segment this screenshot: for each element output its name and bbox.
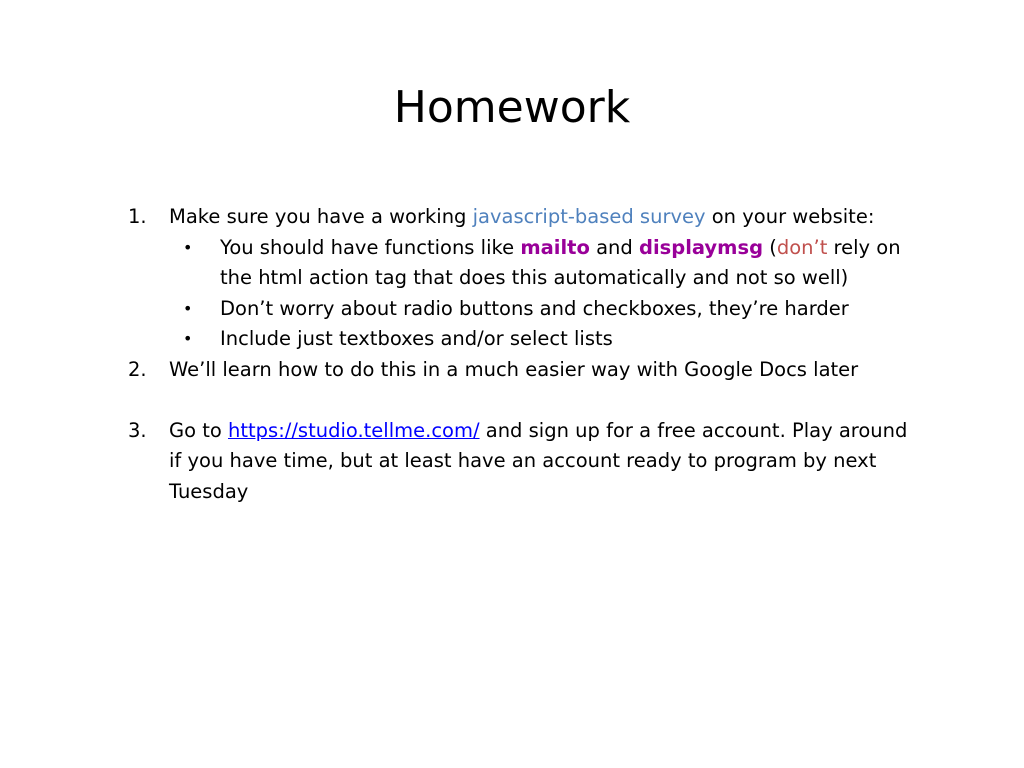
item-1-text-before: Make sure you have a working	[169, 205, 473, 228]
item-1-highlight: javascript-based survey	[472, 205, 706, 228]
item-3-text-after: and sign up for a free account. Play around if you have time, but at least have an account ready to program by next Tuesday	[169, 418, 908, 503]
sub-bullet-1	[128, 233, 918, 294]
bullet-icon: •	[183, 298, 193, 318]
item-3-text-before: Go to	[169, 418, 229, 442]
list-number-3: 3.	[128, 418, 147, 442]
list-item-1	[128, 202, 918, 233]
slide-body	[128, 202, 918, 507]
bullet-1-paren: (	[763, 235, 777, 259]
bullet-2-text: Don’t worry about radio buttons and checkboxes, they’re harder	[220, 296, 849, 320]
dont-warning: don’t	[776, 235, 828, 259]
item-1-text-after: on your website:	[705, 205, 875, 228]
spacer	[128, 385, 918, 416]
sub-bullet-2	[128, 294, 918, 325]
bullet-1-mid: and	[589, 235, 639, 259]
item-2-text: We’ll learn how to do this in a much easier way with Google Docs later	[169, 357, 859, 381]
mailto-term: mailto	[520, 235, 590, 259]
list-item-2	[128, 355, 918, 386]
bullet-1-text-after: rely on the html action tag that does this automatically and not so well)	[220, 235, 901, 289]
sub-bullet-3	[128, 324, 918, 355]
bullet-3-text: Include just textboxes and/or select lists	[220, 327, 613, 350]
slide-title: Homework	[393, 82, 631, 133]
displaymsg-term: displaymsg	[638, 235, 764, 259]
bullet-1-text-before: You should have functions like	[220, 235, 521, 259]
bullet-icon: •	[183, 237, 193, 257]
list-number-1: 1.	[128, 205, 147, 228]
list-number-2: 2.	[128, 357, 147, 381]
bullet-icon: •	[183, 329, 193, 348]
list-item-3	[128, 416, 918, 508]
tellme-studio-link[interactable]: https://studio.tellme.com/	[228, 418, 480, 442]
